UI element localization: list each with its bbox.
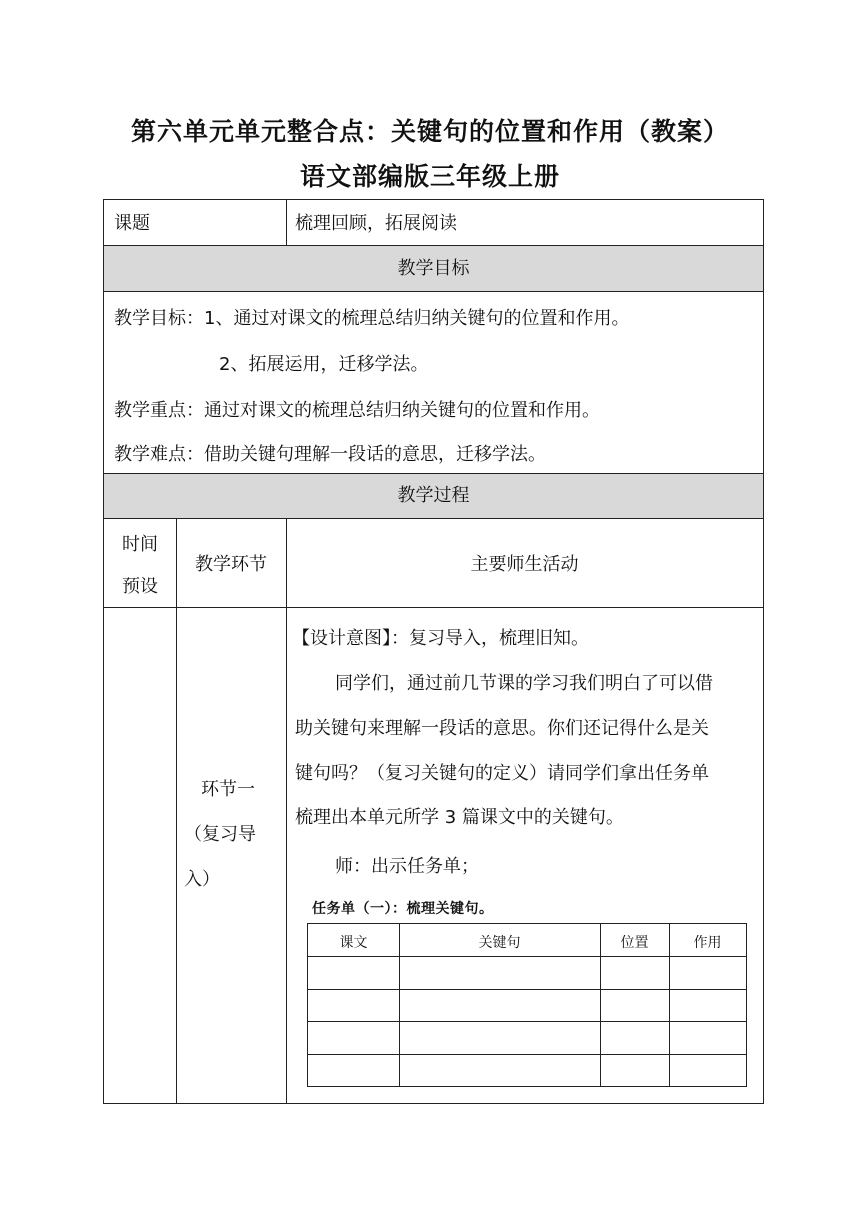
lesson-plan-table (103, 199, 764, 1104)
difficulty: 教学难点：借助关键句理解一段话的意思，迁移学法。 (114, 444, 546, 465)
objective-line-1: 教学目标：1、通过对课文的梳理总结归纳关键句的位置和作用。 (114, 308, 630, 329)
task-row-divider (308, 989, 746, 990)
task-row-divider (308, 1021, 746, 1022)
time-header-line1: 时间 (122, 534, 158, 555)
task-sheet-title: 任务单（一）：梳理关键句。 (312, 901, 494, 917)
document-subtitle: 语文部编版三年级上册 (299, 162, 560, 191)
activity-header: 主要师生活动 (470, 554, 579, 575)
task-header-sentence: 关键句 (478, 935, 521, 951)
row-divider (104, 607, 763, 608)
task-header-text: 课文 (339, 935, 368, 951)
step1-name-line1: 环节一 (201, 779, 255, 800)
step1-name-line2: （复习导 (184, 824, 256, 845)
objective-line-2: 2、拓展运用，迁移学法。 (219, 354, 429, 375)
activity-para-line3: 键句吗？（复习关键句的定义）请同学们拿出任务单 (295, 763, 709, 784)
row-divider (104, 518, 763, 519)
task-row-divider (308, 1054, 746, 1055)
key-point: 教学重点：通过对课文的梳理总结归纳关键句的位置和作用。 (114, 400, 600, 421)
topic-label: 课题 (114, 213, 150, 234)
activity-para-line2: 助关键句来理解一段话的意思。你们还记得什么是关 (295, 718, 709, 739)
objectives-header-row (104, 246, 763, 291)
col-divider-step (286, 518, 287, 1103)
objectives-header: 教学目标 (397, 258, 470, 279)
activity-para-line4: 梳理出本单元所学 3 篇课文中的关键句。 (295, 807, 624, 828)
step-header: 教学环节 (195, 554, 267, 575)
topic-value: 梳理回顾，拓展阅读 (295, 213, 457, 234)
task-header-position: 位置 (620, 935, 649, 951)
design-intent: 【设计意图】：复习导入，梳理旧知。 (292, 628, 589, 649)
topic-divider (286, 200, 287, 245)
teacher-instruction: 师：出示任务单； (335, 856, 479, 877)
process-header-row (104, 474, 763, 518)
process-header: 教学过程 (397, 485, 470, 506)
time-header-line2: 预设 (122, 576, 158, 597)
activity-para-line1: 同学们，通过前几节课的学习我们明白了可以借 (335, 673, 713, 694)
col-divider-time (176, 518, 177, 1103)
task-header-function: 作用 (693, 935, 722, 951)
task-row-divider (308, 956, 746, 957)
row-divider (104, 291, 763, 292)
document-title: 第六单元单元整合点：关键句的位置和作用（教案） (130, 117, 729, 146)
step1-name-line3: 入） (184, 869, 220, 890)
task-sheet-table (307, 923, 747, 1087)
